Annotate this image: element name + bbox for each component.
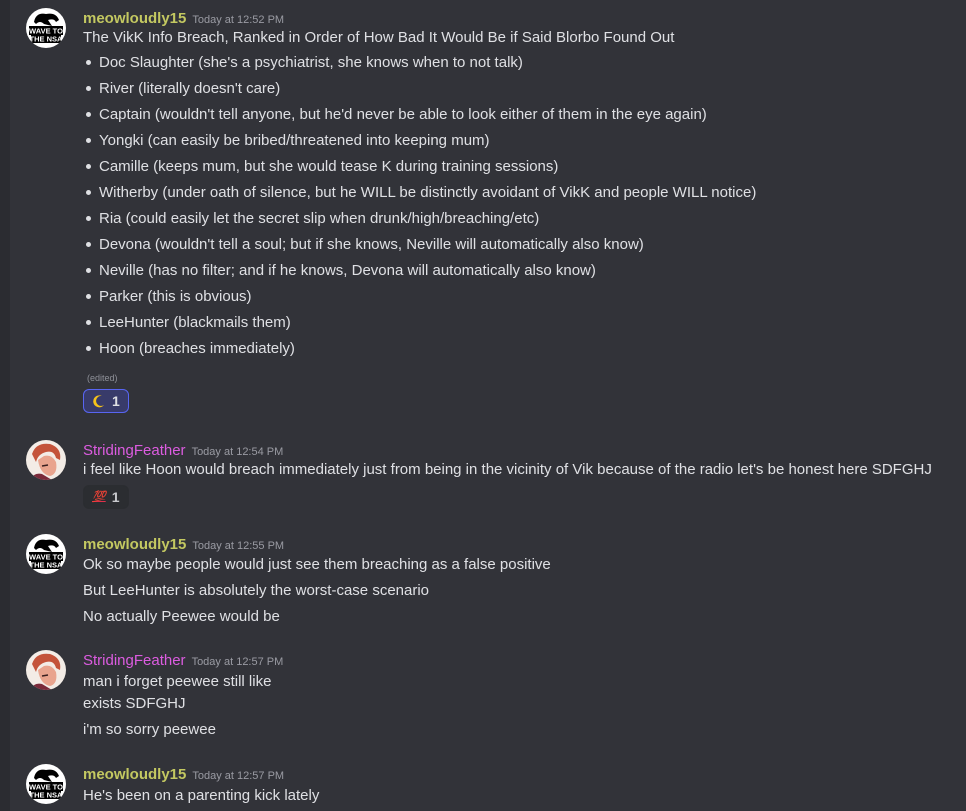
list-bullet (86, 86, 91, 91)
timestamp[interactable]: Today at 12:57 PM (192, 770, 285, 782)
message-text: man i forget peewee still like (83, 673, 272, 690)
reaction-button[interactable] (83, 389, 129, 413)
username[interactable]: meowloudly15 (83, 10, 187, 27)
username[interactable]: meowloudly15 (83, 766, 187, 783)
list-item: Camille (keeps mum, but she would tease K during training sessions) (99, 158, 559, 175)
username[interactable]: meowloudly15 (83, 536, 187, 553)
hundred-points-icon: 💯 (92, 491, 106, 503)
list-bullet (86, 138, 91, 143)
list-item: Captain (wouldn't tell anyone, but he'd never be able to look either of them in the eye again) (99, 106, 707, 123)
message-text: i'm so sorry peewee (83, 721, 216, 738)
list-bullet (86, 190, 91, 195)
list-item: Ria (could easily let the secret slip when drunk/high/breaching/etc) (99, 210, 540, 227)
timestamp[interactable]: Today at 12:52 PM (192, 14, 285, 26)
message-text: Ok so maybe people would just see them breaching as a false positive (83, 556, 551, 573)
list-bullet (86, 60, 91, 65)
message-text: i feel like Hoon would breach immediately just from being in the vicinity of Vik because of the radio let's be honest here SDFGHJ (83, 461, 932, 478)
list-bullet (86, 242, 91, 247)
list-bullet (86, 112, 91, 117)
list-item: Hoon (breaches immediately) (99, 340, 295, 357)
message-text: The VikK Info Breach, Ranked in Order of How Bad It Would Be if Said Blorbo Found Out (83, 29, 675, 46)
list-bullet (86, 268, 91, 273)
message-text: He's been on a parenting kick lately (83, 787, 320, 804)
list-item: Neville (has no filter; and if he knows, Devona will automatically also know) (99, 262, 596, 279)
list-item: Yongki (can easily be bribed/threatened into keeping mum) (99, 132, 490, 149)
character-avatar-icon (26, 440, 66, 480)
nsa-avatar-icon (26, 534, 66, 574)
avatar-text-1: WAVE TO (29, 26, 63, 36)
message-text: No actually Peewee would be (83, 608, 280, 625)
list-item: LeeHunter (blackmails them) (99, 314, 291, 331)
avatar-text-2: THE NSA (29, 790, 63, 800)
username[interactable]: StridingFeather (83, 652, 186, 669)
avatar[interactable] (26, 440, 66, 480)
avatar-text-2: THE NSA (29, 34, 63, 44)
edited-label: (edited) (87, 373, 118, 383)
list-bullet (86, 346, 91, 351)
avatar[interactable] (26, 534, 66, 574)
message-header (83, 534, 284, 556)
list-item: Devona (wouldn't tell a soul; but if she knows, Neville will automatically also know) (99, 236, 644, 253)
character-avatar-icon (26, 650, 66, 690)
timestamp[interactable]: Today at 12:55 PM (192, 540, 285, 552)
list-bullet (86, 294, 91, 299)
avatar-text-1: WAVE TO (29, 782, 63, 792)
avatar-text-1: WAVE TO (29, 552, 63, 562)
avatar[interactable] (26, 764, 66, 804)
list-item: Witherby (under oath of silence, but he WILL be distinctly avoidant of VikK and people WILL notice) (99, 184, 757, 201)
list-item: Doc Slaughter (she's a psychiatrist, she knows when to not talk) (99, 54, 523, 71)
message-header (83, 650, 283, 672)
crescent-moon-icon (92, 394, 106, 408)
list-bullet (86, 216, 91, 221)
reaction-button[interactable] (83, 485, 129, 509)
list-bullet (86, 320, 91, 325)
timestamp[interactable]: Today at 12:54 PM (191, 446, 284, 458)
message-text: exists SDFGHJ (83, 695, 186, 712)
avatar-text-2: THE NSA (29, 560, 63, 570)
timestamp[interactable]: Today at 12:57 PM (191, 656, 284, 668)
message-header (83, 764, 284, 786)
reaction-count: 1 (112, 393, 120, 409)
avatar[interactable] (26, 650, 66, 690)
list-item: River (literally doesn't care) (99, 80, 281, 97)
message-text: But LeeHunter is absolutely the worst-case scenario (83, 582, 430, 599)
nsa-avatar-icon (26, 764, 66, 804)
reaction-count: 1 (111, 489, 120, 505)
list-item: Parker (this is obvious) (99, 288, 252, 305)
username[interactable]: StridingFeather (83, 442, 186, 459)
left-gutter (0, 0, 10, 811)
nsa-avatar-icon (26, 8, 66, 48)
avatar[interactable] (26, 8, 66, 48)
list-bullet (86, 164, 91, 169)
